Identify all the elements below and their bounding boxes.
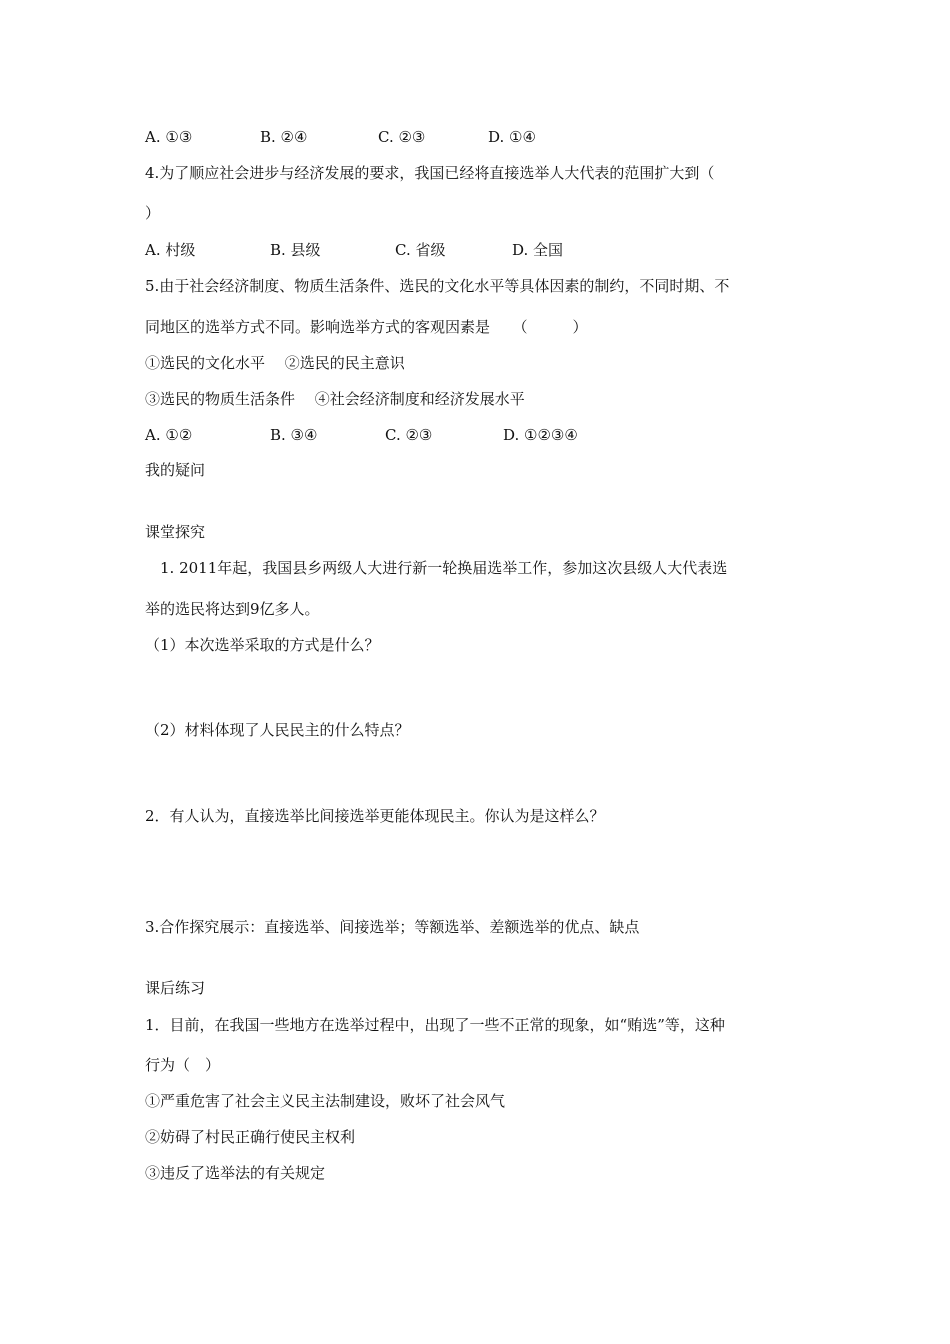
q5-option-c: C. ②③ <box>385 426 433 444</box>
my-questions-heading: 我的疑问 <box>145 461 206 479</box>
q4-option-a: A. 村级 <box>145 241 196 259</box>
q4-option-c: C. 省级 <box>395 241 446 259</box>
inquiry-sub1: （1）本次选举采取的方式是什么？ <box>145 636 380 654</box>
q4-stem-line2: ） <box>145 204 161 222</box>
q4-stem-line1: 4.为了顺应社会进步与经济发展的要求，我国已经将直接选举人大代表的范围扩大到（ <box>145 164 715 182</box>
after-q1-line1: 1．目前，在我国一些地方在选举过程中，出现了一些不正常的现象，如“贿选”等，这种 <box>145 1016 725 1034</box>
inquiry-item1-line2: 举的选民将达到9亿多人。 <box>145 600 320 618</box>
q5-choice-line2: ③选民的物质生活条件 ④社会经济制度和经济发展水平 <box>145 390 525 408</box>
after-q1-choice3: ③违反了选举法的有关规定 <box>145 1164 326 1182</box>
q5-option-b: B. ③④ <box>270 426 318 444</box>
q5-option-d: D. ①②③④ <box>503 426 578 444</box>
q3-options <box>145 127 536 147</box>
after-q1-choice2: ②妨碍了村民正确行使民主权利 <box>145 1128 356 1146</box>
q3-option-a: A. ①③ <box>145 128 193 146</box>
q5-option-a: A. ①② <box>145 426 193 444</box>
class-inquiry-heading: 课堂探究 <box>145 523 206 541</box>
inquiry-sub2: （2）材料体现了人民民主的什么特点？ <box>145 721 410 739</box>
q4-options <box>145 240 563 260</box>
q3-option-d: D. ①④ <box>488 128 536 146</box>
q5-stem-line1: 5.由于社会经济制度、物质生活条件、选民的文化水平等具体因素的制约，不同时期、不 <box>145 277 730 295</box>
q3-option-b: B. ②④ <box>260 128 308 146</box>
q4-option-b: B. 县级 <box>270 241 321 259</box>
q3-option-c: C. ②③ <box>378 128 426 146</box>
after-q1-choice1: ①严重危害了社会主义民主法制建设，败坏了社会风气 <box>145 1092 506 1110</box>
after-q1-line2: 行为（ ） <box>145 1056 221 1074</box>
inquiry-item1-line1: 1. 2011年起，我国县乡两级人大进行新一轮换届选举工作，参加这次县级人大代表选 <box>160 559 728 577</box>
after-class-heading: 课后练习 <box>145 979 206 997</box>
inquiry-item2: 2．有人认为，直接选举比间接选举更能体现民主。你认为是这样么？ <box>145 807 605 825</box>
q5-options <box>145 425 578 445</box>
q4-option-d: D. 全国 <box>512 241 564 259</box>
inquiry-item3: 3.合作探究展示：直接选举、间接选举；等额选举、差额选举的优点、缺点 <box>145 918 640 936</box>
q5-choice-line1: ①选民的文化水平 ②选民的民主意识 <box>145 354 405 372</box>
q5-stem-line2: 同地区的选举方式不同。影响选举方式的客观因素是 （ ） <box>145 318 588 336</box>
